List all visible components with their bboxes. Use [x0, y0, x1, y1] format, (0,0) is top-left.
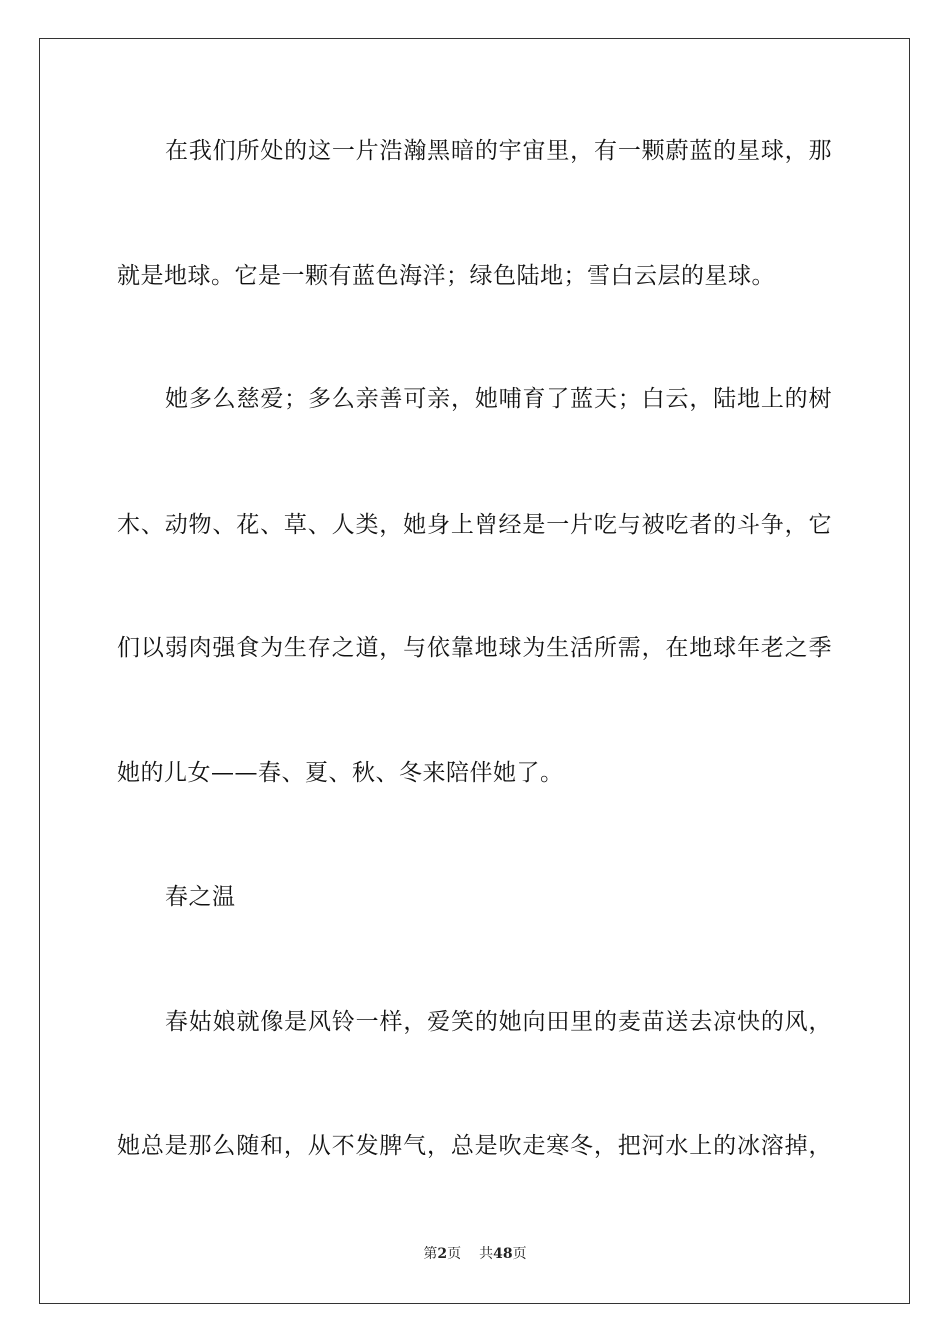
- total-pages: 48: [493, 1246, 513, 1262]
- page-border: [39, 38, 910, 1304]
- text-line: 她总是那么随和，从不发脾气，总是吹走寒冬，把河水上的冰溶掉，: [117, 1133, 832, 1159]
- text-line: 木、动物、花、草、人类，她身上曾经是一片吃与被吃者的斗争，它: [117, 512, 832, 538]
- text-line: 们以弱肉强食为生存之道，与依靠地球为生活所需，在地球年老之季: [117, 635, 832, 661]
- text-line: 在我们所处的这一片浩瀚黑暗的宇宙里，有一颗蔚蓝的星球，那: [165, 138, 832, 164]
- page-footer: [0, 1244, 950, 1264]
- total-suffix: 页: [512, 1246, 527, 1262]
- text-line: 春姑娘就像是风铃一样，爱笑的她向田里的麦苗送去凉快的风，: [165, 1009, 832, 1035]
- section-heading: 春之温: [165, 884, 236, 910]
- page-prefix: 第: [423, 1246, 438, 1262]
- text-line: 她多么慈爱；多么亲善可亲，她哺育了蓝天；白云，陆地上的树: [165, 386, 832, 412]
- page-number: 2: [437, 1246, 448, 1262]
- text-line: 就是地球。它是一颗有蓝色海洋；绿色陆地；雪白云层的星球。: [117, 263, 775, 289]
- page-suffix: 页: [447, 1246, 462, 1262]
- text-line: 她的儿女——春、夏、秋、冬来陪伴她了。: [117, 760, 564, 786]
- total-prefix: 共: [479, 1246, 494, 1262]
